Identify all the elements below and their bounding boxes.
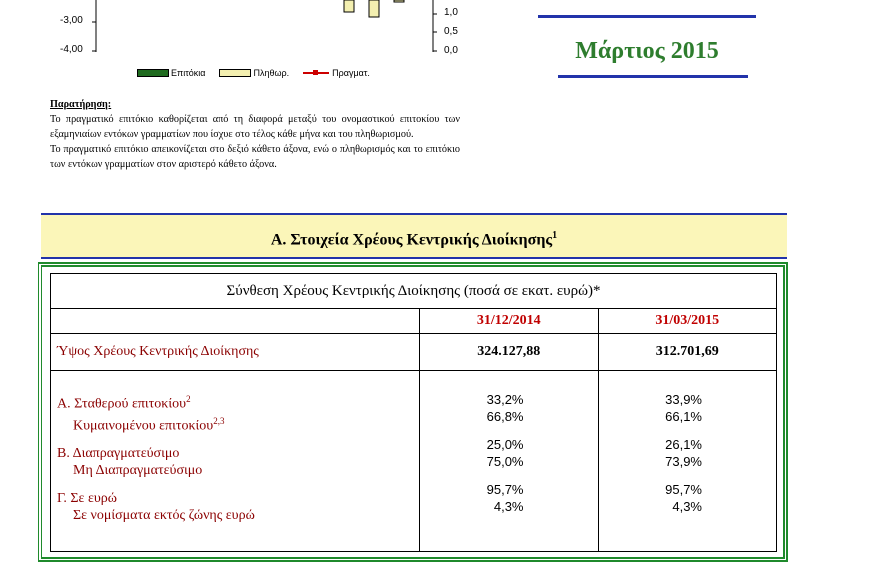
right-axis-tick: 0,0 bbox=[444, 45, 458, 56]
composition-2014 bbox=[420, 371, 599, 552]
right-axis-tick: 1,0 bbox=[444, 7, 458, 18]
legend-swatch-inflation bbox=[219, 69, 251, 77]
left-axis-tick: -4,00 bbox=[60, 44, 83, 55]
group-tradability bbox=[57, 445, 413, 479]
value-cell: 95,7% bbox=[486, 482, 524, 497]
table-caption: Σύνθεση Χρέους Κεντρικής Διοίκησης (ποσά σε εκατ. ευρώ)* bbox=[51, 274, 777, 309]
total-debt-2014: 324.127,88 bbox=[420, 334, 599, 371]
value-cell: 26,1% bbox=[665, 437, 702, 452]
group-currency bbox=[57, 490, 413, 524]
column-header-2015: 31/03/2015 bbox=[598, 309, 777, 334]
chart-note bbox=[50, 97, 460, 172]
value-cell: 66,8% bbox=[486, 409, 524, 424]
note-paragraph-1: Το πραγματικό επιτόκιο καθορίζεται από τη διαφορά μεταξύ του ονομαστικού επιτοκίου των εξαμηνιαίων εντόκων γραμματίων που ίσχυε στο τέλος κάθε μήνα και του πληθωρισμού. bbox=[50, 114, 460, 140]
value-cell: 75,0% bbox=[486, 454, 524, 469]
value-cell: 25,0% bbox=[486, 437, 524, 452]
note-paragraph-2: Το πραγματικό επιτόκιο απεικονίζεται στο δεξιό κάθετο άξονα, ενώ ο πληθωρισμός και το επιτόκιο των εντόκων γραμματίων στον αριστερό κάθετο άξονα. bbox=[50, 144, 460, 170]
chart-plot bbox=[0, 0, 470, 70]
debt-table bbox=[50, 273, 777, 552]
value-cell: 66,1% bbox=[665, 409, 702, 424]
left-axis-tick: -3,00 bbox=[60, 15, 83, 26]
inflation-bar bbox=[394, 0, 404, 2]
value-cell: 33,9% bbox=[665, 392, 702, 407]
section-banner bbox=[41, 213, 787, 259]
chart-legend bbox=[137, 68, 370, 78]
section-footnote: 1 bbox=[552, 230, 558, 241]
value-cell: 4,3% bbox=[672, 499, 702, 514]
right-axis-tick: 0,5 bbox=[444, 26, 458, 37]
debt-table-frame bbox=[38, 262, 788, 562]
inflation-bar bbox=[344, 0, 354, 12]
legend-swatch-rates bbox=[137, 69, 169, 77]
euro-label: Γ. Σε ευρώ bbox=[57, 491, 117, 507]
non-tradable-label: Μη Διαπραγματεύσιμο bbox=[73, 463, 203, 479]
legend-label-inflation: Πληθωρ. bbox=[253, 68, 290, 78]
legend-label-real: Πραγματ. bbox=[332, 68, 370, 78]
value-cell: 73,9% bbox=[665, 454, 702, 469]
column-header-2014: 31/12/2014 bbox=[420, 309, 599, 334]
value-cell: 95,7% bbox=[665, 482, 702, 497]
fixed-rate-label: Α. Σταθερού επιτοκίου bbox=[57, 396, 187, 412]
composition-labels bbox=[51, 371, 420, 552]
floating-rate-label: Κυμαινομένου επιτοκίου bbox=[73, 418, 214, 434]
legend-label-rates: Επιτόκια bbox=[171, 68, 206, 78]
note-title: Παρατήρηση: bbox=[50, 99, 112, 110]
group-rate-type bbox=[57, 391, 413, 434]
inflation-bar bbox=[369, 0, 379, 17]
month-bottom-rule bbox=[558, 75, 748, 78]
footnote-ref: 2 bbox=[186, 394, 191, 404]
footnote-ref: 2,3 bbox=[213, 415, 225, 426]
month-label: Μάρτιος 2015 bbox=[575, 38, 719, 64]
tradable-label: Β. Διαπραγματεύσιμο bbox=[57, 446, 180, 462]
legend-swatch-real bbox=[303, 72, 329, 74]
composition-2015 bbox=[598, 371, 777, 552]
value-cell: 4,3% bbox=[493, 499, 524, 514]
total-debt-label: Ύψος Χρέους Κεντρικής Διοίκησης bbox=[51, 334, 420, 371]
non-euro-label: Σε νομίσματα εκτός ζώνης ευρώ bbox=[73, 508, 255, 524]
total-debt-2015: 312.701,69 bbox=[598, 334, 777, 371]
section-title: Α. Στοιχεία Χρέους Κεντρικής Διοίκησης bbox=[270, 231, 553, 249]
month-top-rule bbox=[538, 15, 756, 18]
value-cell: 33,2% bbox=[486, 392, 524, 407]
